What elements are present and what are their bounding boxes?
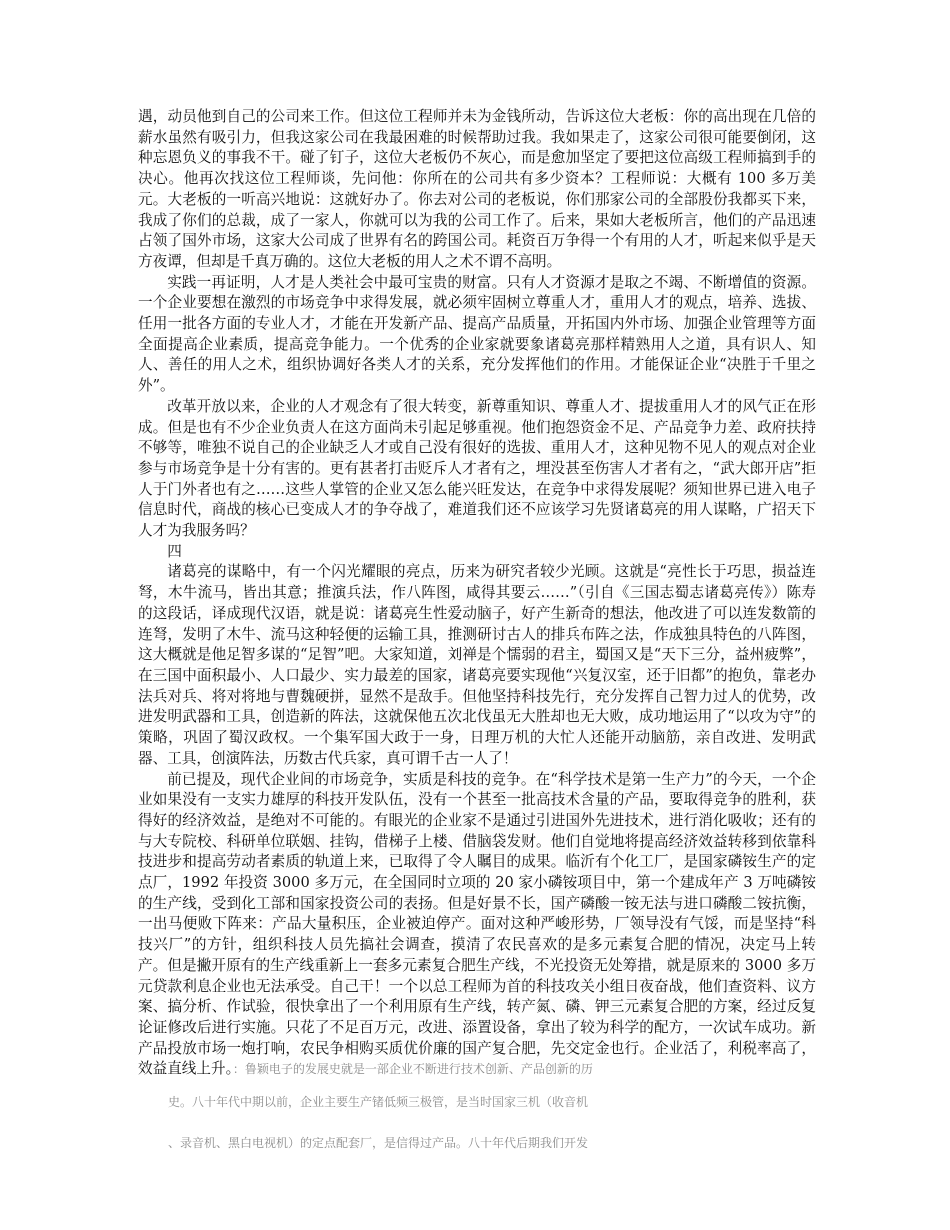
paragraph: 实践一再证明，人才是人类社会中最可宝贵的财富。只有人才资源才是取之不竭、不断增值的资源。一个企业要想在激烈的市场竞争中求得发展，就必须牢固树立尊重人才，重用人才的观点，培养、选拔、任用一批各方面的专业人才，才能在开发新产品、提高产品质量，开拓国内外市场、加强企业管理等方面全面提高企业素质，提高竞争能力。一个优秀的企业家就要象诸葛亮那样精熟用人之道，具有识人、知人、善任的用人之术，组织协调好各类人才的关系，充分发挥他们的作用。才能保证企业“决胜于千里之外”。 [138, 273, 816, 395]
paragraph: 诸葛亮的谋略中，有一个闪光耀眼的亮点，历来为研究者较少光顾。这就是“亮性长于巧思，损益连弩，木牛流马，皆出其意；推演兵法，作八阵图，咸得其要云……”（引自《三国志蜀志诸葛亮传》）陈寿的这段话，译成现代汉语，就是说：诸葛亮生性爱动脑子，好产生新奇的想法，他改进了可以连发数箭的连弩，发明了木牛、流马这种轻便的运输工具，推测研讨古人的排兵布阵之法，作成独具特色的八阵图，这大概就是他足智多谋的“足智”吧。大家知道，刘禅是个懦弱的君主，蜀国又是“天下三分，益州疲弊”，在三国中面积最小、人口最少、实力最差的国家，诸葛亮要实现他“兴复汉室，还于旧都”的抱负，靠老办法兵对兵、将对将地与曹魏硬拼，显然不是敌手。但他坚持科技先行，充分发挥自己智力过人的优势，改进发明武器和工具，创造新的阵法，这就保他五次北伐虽无大胜却也无大败，成功地运用了“以攻为守”的策略，巩固了蜀汉政权。一个集军国大政于一身，日理万机的大忙人还能开动脑筋，亲自改进、发明武器、工具，创演阵法，历数古代兵家，真可谓千古一人了！ [138, 563, 816, 767]
faded-line: 、录音机、黑白电视机）的定点配套厂，是信得过产品。八十年代后期我们开发 [168, 1136, 589, 1151]
paragraph: 遇，动员他到自己的公司来工作。但这位工程师并未为金钱所动，告诉这位大老板：你的高出现在几倍的薪水虽然有吸引力，但我这家公司在我最困难的时候帮助过我。我如果走了，这家公司很可能要倒闭，这种忘恩负义的事我不干。碰了钉子，这位大老板仍不灰心，而是愈加坚定了要把这位高级工程师搞到手的决心。他再次找这位工程师谈，先问他：你所在的公司共有多少资本？工程师说：大概有 100 多万美元。大老板的一听高兴地说：这就好办了。你去对公司的老板说，你们那家公司的全部股份我都买下来，我成了你们的总裁，成了一家人，你就可以为我的公司工作了。后来，果如大老板所言，他们的产品迅速占领了国外市场，这家大公司成了世界有名的跨国公司。耗资百万争得一个有用的人才，听起来似乎是天方夜谭，但却是千真万确的。这位大老板的用人之术不谓不高明。 [138, 108, 816, 270]
paragraph [138, 770, 816, 1081]
faded-line: 史。八十年代中期以前，企业主要生产锗低频三极管，是当时国家三机（收音机 [168, 1095, 589, 1110]
section-number: 四 [167, 542, 182, 560]
faded-text: ：鲁颖电子的发展史就是一部企业不断进行技术创新、产品创新的历 [232, 1062, 593, 1077]
article-body [138, 107, 816, 1154]
paragraph-text: 前已提及，现代企业间的市场竞争，实质是科技的竞争。在“科学技术是第一生产力”的今天，一个企业如果没有一支实力雄厚的科技开发队伍，没有一个甚至一批高技术含量的产品，要取得竞争的胜利，获得好的经济效益，是绝对不可能的。有眼光的企业家不是通过引进国外先进技术，进行消化吸收；还有的与大专院校、科研单位联姻、挂钩，借梯子上楼、借脑袋发财。他们自觉地将提高经济效益转移到依靠科技进步和提高劳动者素质的轨道上来，已取得了令人瞩目的成果。临沂有个化工厂，是国家磷铵生产的定点厂，1992 年投资 3000 多万元，在全国同时立项的 20 家小磷铵项目中，第一个建成年产 3 万吨磷铵的生产线，受到化工部和国家投资公司的表扬。但是好景不长，国产磷酸一铵无法与进口磷酸二铵抗衡，一出马便败下阵来：产品大量积压，企业被迫停产。面对这种严峻形势，厂领导没有气馁，而是坚持“科技兴厂”的方针，组织科技人员先搞社会调查，摸清了农民喜欢的是多元素复合肥的情况，决定马上转产。但是撇开原有的生产线重新上一套多元素复合肥生产线，不光投资无处筹措，就是原来的 3000 多万元贷款利息企业也无法承受。自己干！一个以总工程师为首的科技攻关小组日夜奋战，他们查资料、议方案、搞分析、作试验，很快拿出了一个利用原有生产线，转产氮、磷、钾三元素复合肥的方案，经过反复论证修改后进行实施。只花了不足百万元，改进、添置设备，拿出了较为科学的配方，一次试车成功。新产品投放市场一炮打响，农民争相购买质优价廉的国产复合肥，先交定金也行。企业活了，利税率高了，效益直线上升。 [138, 770, 816, 1078]
paragraph: 改革开放以来，企业的人才观念有了很大转变，新尊重知识、尊重人才、提拔重用人才的风气正在形成。但是也有不少企业负责人在这方面尚未引起足够重视。他们抱怨资金不足、产品竞争力差、政府扶持不够等，唯独不说自己的企业缺乏人才或自己没有很好的选拔、重用人才，这种见物不见人的观点对企业参与市场竞争是十分有害的。更有甚者打击贬斥人才者有之，埋没甚至伤害人才者有之，“武大郎开店”拒人于门外者也有之……这些人掌管的企业又怎么能兴旺发达，在竞争中求得发展呢？须知世界已进入电子信息时代，商战的核心已变成人才的争夺战了，难道我们还不应该学习先贤诸葛亮的用人谋略，广招天下人才为我服务吗？ [138, 397, 816, 540]
faded-text-block [138, 1092, 816, 1154]
